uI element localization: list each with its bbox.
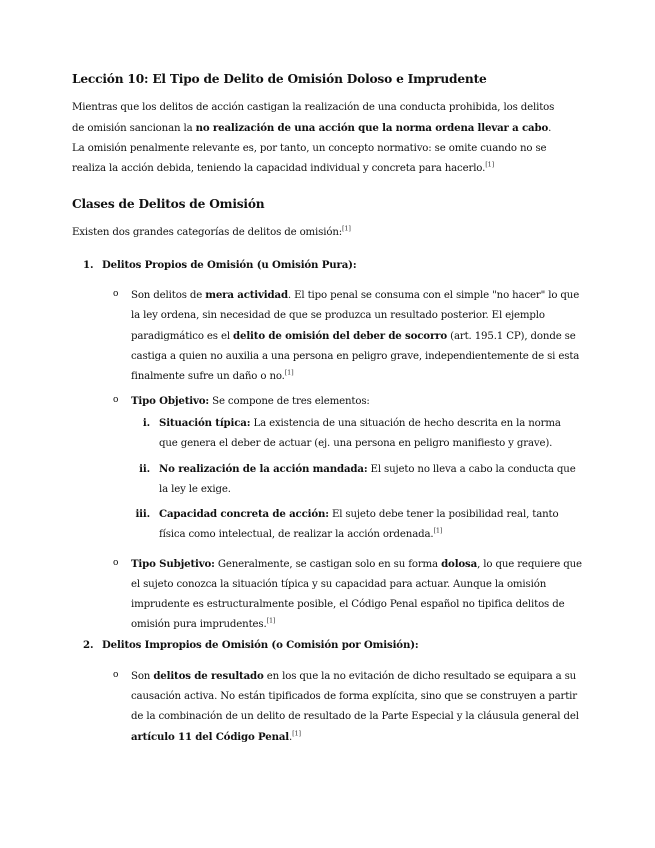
item2-heading: Delitos Impropios de Omisión (o Comisión por Omisión): <box>102 639 419 651</box>
page-title: Lección 10: El Tipo de Delito de Omisión Doloso e Imprudente <box>72 72 487 86</box>
list-number-2: 2. <box>83 639 94 651</box>
item1-heading: Delitos Propios de Omisión (u Omisión Pura): <box>102 259 357 271</box>
roman-number-ii: ii. <box>139 463 150 475</box>
footnote-ref[interactable]: [1] <box>342 224 351 233</box>
sub-item-i: Situación típica: La existencia de una situación de hecho descrita en la norma que genera el deber de actuar (ej. una persona en peligro manifiesto y grave). <box>159 417 561 449</box>
bullet-icon: o <box>113 395 119 405</box>
intro-paragraph: Mientras que los delitos de acción castigan la realización de una conducta prohibida, los delitos de omisión sancionan la no realización de una acción que la norma ordena llevar a cabo. La omisión penalmente relevante es, por tanto, un concepto normativo: se omite cuando no se realiza la acción debida, teniendo la capacidad individual y concreta para hacerlo.[1] <box>72 102 555 174</box>
sub-item-ii: No realización de la acción mandada: El sujeto no lleva a cabo la conducta que la ley le exige. <box>159 463 576 495</box>
item1-bullet-1: Son delitos de mera actividad. El tipo penal se consuma con el simple "no hacer" lo que la ley ordena, sin necesidad de que se produzca un resultado posterior. El ejemplo paradigmático es el delito de omisión del deber de socorro (art. 195.1 CP), donde se castiga a quien no auxilia a una persona en peligro grave, independientemente de si esta finalmente sufre un daño o no.[1] <box>131 289 580 382</box>
item1-bullet-2: Tipo Objetivo: Se compone de tres elementos: <box>131 395 370 407</box>
footnote-ref[interactable]: [1] <box>485 160 494 169</box>
bullet-icon: o <box>113 558 119 568</box>
item2-bullet-1: Son delitos de resultado en los que la no evitación de dicho resultado se equipara a su causación activa. No están tipificados de forma explícita, sino que se construyen a partir de la combinación de un delito de resultado de la Parte Especial y la cláusula general del artículo 11 del Código Penal.[1] <box>131 670 579 743</box>
list-number-1: 1. <box>83 259 94 271</box>
bullet-icon: o <box>113 289 119 299</box>
section-title: Clases de Delitos de Omisión <box>72 197 265 211</box>
footnote-ref[interactable]: [1] <box>292 729 301 738</box>
footnote-ref[interactable]: [1] <box>266 616 276 625</box>
roman-number-iii: iii. <box>135 508 150 520</box>
footnote-ref[interactable]: [1] <box>284 368 294 377</box>
roman-number-i: i. <box>142 417 150 429</box>
section-intro: Existen dos grandes categorías de delitos de omisión:[1] <box>72 224 351 238</box>
sub-item-iii: Capacidad concreta de acción: El sujeto debe tener la posibilidad real, tanto física como intelectual, de realizar la acción ordenada.[1] <box>159 508 559 540</box>
footnote-ref[interactable]: [1] <box>433 526 443 535</box>
item1-bullet-3: Tipo Subjetivo: Generalmente, se castigan solo en su forma dolosa, lo que requiere que el sujeto conozca la situación típica y su capacidad para actuar. Aunque la omisión imprudente es estructuralmente posible, el Código Penal español no tipifica delitos de omisión pura imprudentes.[1] <box>131 558 582 630</box>
bullet-icon: o <box>113 670 119 680</box>
